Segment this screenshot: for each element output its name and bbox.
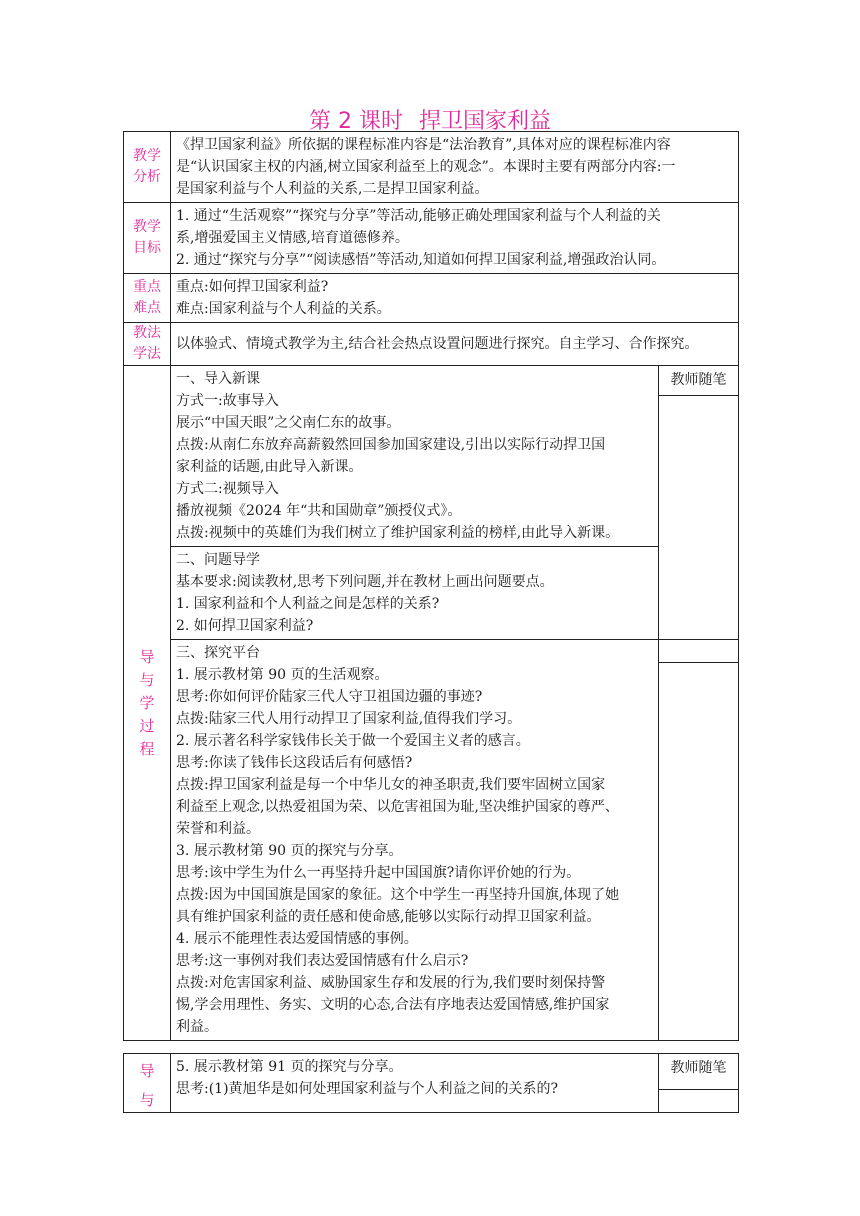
intro-line: 点拨:从南仁东放弃高薪毅然回国参加国家建设,引出以实际行动捍卫国 <box>176 437 606 453</box>
analysis-line: 是国家利益与个人利益的关系,二是捍卫国家利益。 <box>176 181 489 197</box>
goals-line: 1. 通过“生活观察”“探究与分享”等活动,能够正确处理国家利益与个人利益的关 <box>176 208 661 224</box>
key-points-label: 重点 难点 <box>124 274 171 323</box>
intro-line: 播放视频《2024 年“共和国勋章”颁授仪式》。 <box>176 503 462 519</box>
analysis-line: 《捍卫国家利益》所依据的课程标准内容是“法治教育”,具体对应的课程标准内容 <box>176 137 671 153</box>
teacher-notes-cell-3 <box>659 1090 739 1113</box>
lesson-number: 第 2 课时 <box>309 109 403 134</box>
guided-line: 二、问题导学 <box>176 552 260 568</box>
continued-line: 思考:(1)黄旭华是如何处理国家利益与个人利益之间的关系的? <box>176 1081 559 1097</box>
key-point-line: 难点:国家利益与个人利益的关系。 <box>176 301 391 317</box>
goals-line: 系,增强爱国主义情感,培育道德修养。 <box>176 230 409 246</box>
explore-line: 思考:该中学生为什么一再坚持升起中国国旗?请你评价她的行为。 <box>176 865 581 881</box>
intro-line: 方式二:视频导入 <box>176 481 279 497</box>
explore-line: 利益。 <box>176 1019 218 1035</box>
continued-table <box>123 1053 739 1113</box>
explore-line: 三、探究平台 <box>176 645 260 661</box>
explore-line: 点拨:捍卫国家利益是每一个中华儿女的神圣职责,我们要牢固树立国家 <box>176 777 606 793</box>
explore-line: 具有维护国家利益的责任感和使命感,能够以实际行动捍卫国家利益。 <box>176 909 601 925</box>
goals-row <box>124 203 739 274</box>
explore-line: 思考:你读了钱伟长这段话后有何感悟? <box>176 755 413 771</box>
method-row <box>124 323 739 366</box>
intro-block <box>171 366 659 547</box>
key-points-content <box>171 274 739 323</box>
explore-line: 惕,学会用理性、务实、文明的心态,合法有序地表达爱国情感,维护国家 <box>176 997 610 1013</box>
guided-line: 基本要求:阅读教材,思考下列问题,并在教材上画出问题要点。 <box>176 574 554 590</box>
continued-line: 5. 展示教材第 91 页的探究与分享。 <box>176 1059 403 1075</box>
teacher-notes-header-2: 教师随笔 <box>659 1054 739 1090</box>
analysis-row <box>124 132 739 203</box>
process-row-3 <box>124 640 739 1041</box>
explore-line: 3. 展示教材第 90 页的探究与分享。 <box>176 843 403 859</box>
explore-line: 4. 展示不能理性表达爱国情感的事例。 <box>176 931 418 947</box>
process-label: 导 与 学 过 程 <box>124 366 171 1041</box>
explore-line: 思考:你如何评价陆家三代人守卫祖国边疆的事迹? <box>176 689 483 705</box>
explore-line: 点拨:陆家三代人用行动捍卫了国家利益,值得我们学习。 <box>176 711 522 727</box>
exploration-block <box>171 640 659 1041</box>
continued-content <box>171 1054 659 1113</box>
analysis-label: 教学 分析 <box>124 132 171 203</box>
lesson-title: 捍卫国家利益 <box>418 109 551 134</box>
guided-questions-block <box>171 547 659 640</box>
explore-line: 荣誉和利益。 <box>176 821 260 837</box>
intro-line: 展示“中国天眼”之父南仁东的故事。 <box>176 415 401 431</box>
analysis-content <box>171 132 739 203</box>
explore-line: 点拨:因为中国国旗是国家的象征。这个中学生一再坚持升国旗,体现了她 <box>176 887 620 903</box>
lesson-plan-table <box>123 131 739 1041</box>
explore-line: 1. 展示教材第 90 页的生活观察。 <box>176 667 389 683</box>
intro-line: 一、导入新课 <box>176 371 260 387</box>
intro-line: 点拨:视频中的英雄们为我们树立了维护国家利益的榜样,由此导入新课。 <box>176 525 620 541</box>
key-points-row <box>124 274 739 323</box>
process-row-1 <box>124 366 739 396</box>
method-label: 教法 学法 <box>124 323 171 366</box>
goals-label: 教学 目标 <box>124 203 171 274</box>
goals-line: 2. 通过“探究与分享”“阅读感悟”等活动,知道如何捍卫国家利益,增强政治认同。 <box>176 252 666 268</box>
process-row-2 <box>124 547 739 640</box>
intro-line: 方式一:故事导入 <box>176 393 279 409</box>
intro-line: 家利益的话题,由此导入新课。 <box>176 459 363 475</box>
guided-line: 1. 国家利益和个人利益之间是怎样的关系? <box>176 596 440 612</box>
teacher-notes-header: 教师随笔 <box>659 366 739 396</box>
analysis-line: 是“认识国家主权的内涵,树立国家利益至上的观念”。本课时主要有两部分内容:一 <box>176 159 676 175</box>
teacher-notes-cell <box>659 396 739 640</box>
guided-line: 2. 如何捍卫国家利益? <box>176 618 314 634</box>
key-point-line: 重点:如何捍卫国家利益? <box>176 279 329 295</box>
explore-line: 思考:这一事例对我们表达爱国情感有什么启示? <box>176 953 469 969</box>
continued-label: 导 与 <box>124 1054 171 1113</box>
explore-line: 2. 展示著名科学家钱伟长关于做一个爱国主义者的感言。 <box>176 733 530 749</box>
teacher-notes-cell-2 <box>659 640 739 1041</box>
goals-content <box>171 203 739 274</box>
explore-line: 点拨:对危害国家利益、威胁国家生存和发展的行为,我们要时刻保持警 <box>176 975 606 991</box>
explore-line: 利益至上观念,以热爱祖国为荣、以危害祖国为耻,坚决维护国家的尊严、 <box>176 799 619 815</box>
continued-row <box>124 1054 739 1090</box>
method-content <box>171 323 739 366</box>
method-line: 以体验式、情境式教学为主,结合社会热点设置问题进行探究。自主学习、合作探究。 <box>176 336 699 352</box>
